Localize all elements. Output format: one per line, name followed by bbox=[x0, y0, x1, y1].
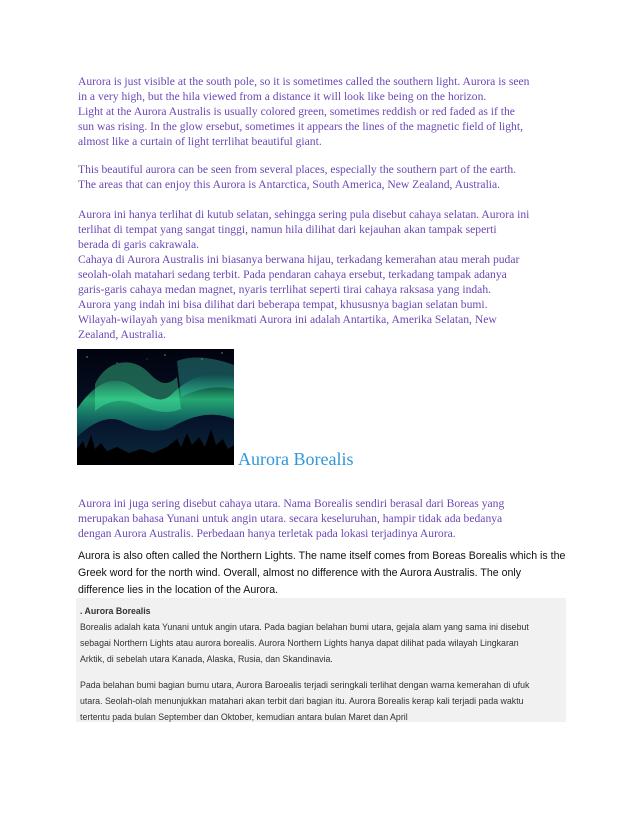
text-line: seolah-olah matahari sedang terbit. Pada pendaran cahaya ersebut, terkadang tampak adanya bbox=[78, 268, 507, 281]
text-line: Arktik, di sebelah utara Kanada, Alaska, Rusia, dan Skandinavia. bbox=[80, 654, 333, 664]
text-line: Aurora is just visible at the south pole, so it is sometimes called the southern light. Aurora is seen bbox=[78, 75, 530, 88]
indonesian-borealis-paragraph bbox=[78, 496, 568, 541]
english-locations-paragraph bbox=[78, 162, 568, 192]
text-line: Greek word for the north wind. Overall, almost no difference with the Aurora Australis. The only bbox=[78, 567, 521, 579]
text-line: Borealis adalah kata Yunani untuk angin utara. Pada bagian belahan bumi utara, gejala alam yang sama ini disebut bbox=[80, 622, 529, 632]
indonesian-australis-paragraph bbox=[78, 207, 568, 342]
excerpt-title: . Aurora Borealis bbox=[80, 606, 151, 616]
text-line: garis-garis cahaya medan magnet, nyaris terrlihat seperti tirai cahaya raksasa yang indah. bbox=[78, 283, 492, 296]
text-line: The areas that can enjoy this Aurora is Antarctica, South America, New Zealand, Australia. bbox=[78, 178, 501, 191]
aurora-photo bbox=[77, 349, 234, 465]
text-line: utara. Seolah-olah menunjukkan matahari akan terbit dari bagian itu. Aurora Borealis kerap kali terjadi pada waktu bbox=[80, 696, 524, 706]
text-line: merupakan bahasa Yunani untuk angin utara. secara keseluruhan, hampir tidak ada bedanya bbox=[78, 512, 503, 525]
english-borealis-paragraph bbox=[78, 548, 578, 599]
english-intro-paragraph bbox=[78, 74, 568, 149]
text-line: Aurora ini hanya terlihat di kutub selatan, sehingga sering pula disebut cahaya selatan. Aurora ini bbox=[78, 208, 530, 221]
quoted-excerpt-box bbox=[76, 598, 566, 722]
text-line: tertentu pada bulan September dan Oktober, kemudian antara bulan Maret dan April bbox=[80, 712, 408, 722]
text-line: terlihat di tempat yang sangat tinggi, namun hila dilihat dari kejauhan akan tampak seperti bbox=[78, 223, 497, 236]
text-line: Cahaya di Aurora Australis ini biasanya berwana hijau, terkadang kemerahan atau merah pudar bbox=[78, 253, 520, 266]
text-line: sebagai Northern Lights atau aurora borealis. Aurora Northern Lights hanya dapat dilihat pada wilayah Lingkaran bbox=[80, 638, 519, 648]
text-line: difference lies in the location of the Aurora. bbox=[78, 584, 279, 596]
text-line: Wilayah-wilayah yang bisa menikmati Aurora ini adalah Antartika, Amerika Selatan, New bbox=[78, 313, 497, 326]
image-caption: Aurora Borealis bbox=[238, 449, 354, 469]
text-line: Aurora yang indah ini bisa dilihat dari beberapa tempat, khususnya bagian selatan bumi. bbox=[78, 298, 488, 311]
text-line: in a very high, but the hila viewed from a distance it will look like being on the horizon. bbox=[78, 90, 487, 103]
text-line: Aurora ini juga sering disebut cahaya utara. Nama Borealis sendiri berasal dari Boreas yang bbox=[78, 497, 505, 510]
text-line: Zealand, Australia. bbox=[78, 328, 166, 341]
aurora-illustration bbox=[77, 349, 234, 465]
text-line: Pada belahan bumi bagian bumu utara, Aurora Baroealis terjadi seringkali terlihat dengan warna kemerahan di ufuk bbox=[80, 680, 530, 690]
text-line: almost like a curtain of light terrlihat beautiful giant. bbox=[78, 135, 322, 148]
text-line: Light at the Aurora Australis is usually colored green, sometimes reddish or red faded as if the bbox=[78, 105, 515, 118]
text-line: dengan Aurora Australis. Perbedaan hanya terletak pada lokasi terjadinya Aurora. bbox=[78, 527, 456, 540]
text-line: berada di garis cakrawala. bbox=[78, 238, 200, 251]
text-line: sun was rising. In the glow ersebut, sometimes it appears the lines of the magnetic field of light, bbox=[78, 120, 523, 133]
text-line: This beautiful aurora can be seen from several places, especially the southern part of the earth. bbox=[78, 163, 517, 176]
paragraph-gap bbox=[80, 667, 562, 677]
text-line: Aurora is also often called the Northern Lights. The name itself comes from Boreas Borealis which is the bbox=[78, 550, 566, 562]
